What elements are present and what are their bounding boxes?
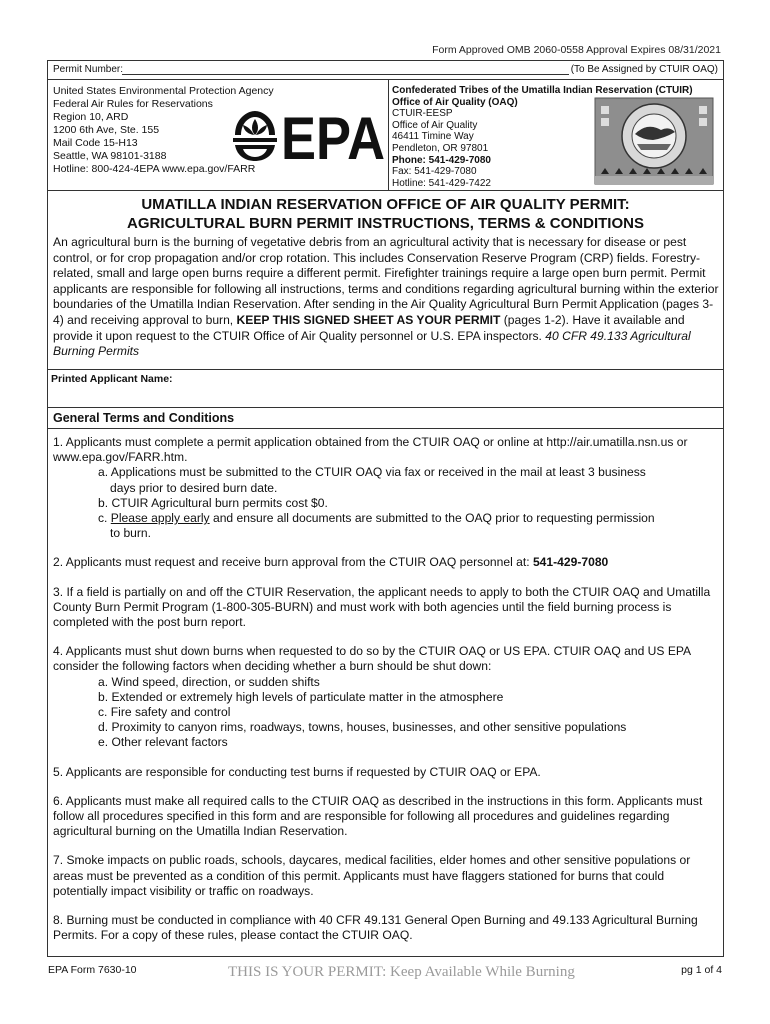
general-terms-divider <box>48 428 723 429</box>
term-6: 6. Applicants must make all required calls to the CTUIR OAQ as described in the instructions in this form. Applicants must follow all procedures specified in this form and are responsible for following all procedures and guidelines regarding agricultural burning on the Umatilla Indian Reservation. <box>53 793 703 839</box>
ctuir-line: CTUIR-EESP <box>392 108 453 120</box>
intro-text-2: (pages 1-2). Have it available and provide it upon request to the CTUIR Office of Air Quality personnel or U.S. EPA inspectors. <box>53 312 685 343</box>
term-1-text: 1. Applicants must complete a permit application obtained from the CTUIR OAQ or online at http://air.umatilla.nsn.us or www.epa.gov/FARR.htm. <box>53 435 688 465</box>
epa-logo <box>225 105 385 172</box>
term-1b: b. CTUIR Agricultural burn permits cost $0. <box>98 495 328 510</box>
epa-logo-text: EPA <box>281 105 385 172</box>
terms-list <box>53 435 721 957</box>
term-3: 3. If a field is partially on and off the CTUIR Reservation, the applicant needs to apply to both the CTUIR OAQ and Umatilla County Burn Permit Program (1-800-305-BURN) and must work with both agencies until the field burning process is completed with the post burn report. <box>53 584 711 630</box>
epa-line: Federal Air Rules for Reservations <box>53 98 213 110</box>
page-number: pg 1 of 4 <box>681 964 722 976</box>
permit-form-frame <box>47 60 724 957</box>
header-divider <box>388 80 389 190</box>
term-4-text: 4. Applicants must shut down burns when requested to do so by the CTUIR OAQ or US EPA. CTUIR OAQ and US EPA consider the following factors when deciding whether a burn should be shut down: <box>53 644 691 674</box>
epa-line: Seattle, WA 98101-3188 <box>53 150 167 162</box>
form-approved-notice: Form Approved OMB 2060-0558 Approval Expires 08/31/2021 <box>432 44 721 56</box>
ctuir-line: 46411 Timine Way <box>392 131 474 143</box>
epa-line: Mail Code 15-H13 <box>53 137 138 149</box>
epa-line: 1200 6th Ave, Ste. 155 <box>53 124 160 136</box>
term-8: 8. Burning must be conducted in compliance with 40 CFR 49.131 General Open Burning and 49.133 Agricultural Burning Permits. For a copy of these rules, please contact the CTUIR OAQ. <box>53 913 698 943</box>
title-line-1: UMATILLA INDIAN RESERVATION OFFICE OF AIR QUALITY PERMIT: <box>141 196 630 213</box>
intro-text: An agricultural burn is the burning of vegetative debris from an agricultural activity that is necessary for disease or pest control, or for crop propagation and/or crop rotation. This includes Conservation Reserve Program (CRP) fields. Forestry-related, small and large open burns require a different permit. Firefighter trainings require a large open burn permit. Permit applicants are responsible for following all instructions, terms and conditions regarding agricultural burning within the exterior boundaries of the Umatilla Indian Reservation. After sending in the Air Quality Agricultural Burn Permit Application (pages 3-4) and receiving approval to burn, <box>53 235 719 327</box>
applicant-name-label: Printed Applicant Name: <box>51 373 173 385</box>
term-4d: d. Proximity to canyon rims, roadways, towns, houses, businesses, and other sensitive populations <box>98 720 627 735</box>
epa-line: United States Environmental Protection Agency <box>53 85 274 97</box>
permit-number-field <box>122 74 569 75</box>
term-4c: c. Fire safety and control <box>98 705 231 720</box>
term-2-phone: 541-429-7080 <box>532 555 609 570</box>
term-2 <box>53 555 721 570</box>
ctuir-phone: Phone: 541-429-7080 <box>392 154 491 166</box>
title-line-2: AGRICULTURAL BURN PERMIT INSTRUCTIONS, TERMS & CONDITIONS <box>127 215 644 232</box>
ctuir-line: Office of Air Quality <box>392 119 478 131</box>
term-1c-prefix: c. <box>98 511 111 526</box>
ctuir-fax: Fax: 541-429-7080 <box>392 166 477 178</box>
general-terms-heading: General Terms and Conditions <box>53 411 235 425</box>
term-1c-cont: to burn. <box>110 526 152 541</box>
document-title <box>48 195 723 233</box>
term-4a: a. Wind speed, direction, or sudden shifts <box>98 674 320 689</box>
term-4e: e. Other relevant factors <box>98 735 228 750</box>
term-2-text: 2. Applicants must request and receive burn approval from the CTUIR OAQ personnel at: <box>53 555 533 570</box>
agency-header <box>48 80 723 191</box>
intro-paragraph <box>53 235 721 360</box>
intro-bold-notice: KEEP THIS SIGNED SHEET AS YOUR PERMIT <box>236 312 501 327</box>
term-4b: b. Extended or extremely high levels of particulate matter in the atmosphere <box>98 689 504 704</box>
term-1c <box>53 511 721 541</box>
form-number: EPA Form 7630-10 <box>48 964 137 976</box>
ctuir-line: Pendleton, OR 97801 <box>392 142 489 154</box>
epa-line: Hotline: 800-424-4EPA www.epa.gov/FARR <box>53 163 256 175</box>
permit-banner: THIS IS YOUR PERMIT: Keep Available While Burning <box>228 964 575 980</box>
term-4 <box>53 644 721 750</box>
ctuir-hotline: Hotline: 541-429-7422 <box>392 177 491 189</box>
term-1 <box>53 435 721 541</box>
permit-number-label: Permit Number: <box>53 64 124 75</box>
ctuir-office: Office of Air Quality (OAQ) <box>392 96 518 108</box>
term-1a-text: a. Applications must be submitted to the CTUIR OAQ via fax or received in the mail at least 3 business <box>98 465 646 480</box>
term-1a-cont: days prior to desired burn date. <box>110 480 278 495</box>
term-5: 5. Applicants are responsible for conducting test burns if requested by CTUIR OAQ or EPA. <box>53 764 541 779</box>
term-7: 7. Smoke impacts on public roads, schools, daycares, medical facilities, elder homes and other sensitive populations or areas must be prevented as a condition of this permit. Applicants must have flaggers stationed for burns that could potentially impact visibility or traffic on roadways. <box>53 853 691 898</box>
term-1c-rest: and ensure all documents are submitted to the OAQ prior to requesting permission <box>209 511 655 526</box>
intro-regulation-citation: 40 CFR 49.133 Agricultural Burning Permits <box>53 328 691 359</box>
ctuir-seal-image <box>595 98 713 184</box>
ctuir-name: Confederated Tribes of the Umatilla Indian Reservation (CTUIR) <box>392 85 693 96</box>
term-1c-underline: Please apply early <box>110 511 210 526</box>
term-1a <box>53 465 721 495</box>
permit-number-row <box>48 61 723 80</box>
applicant-name-field[interactable] <box>48 369 723 408</box>
permit-number-assigned-note: (To Be Assigned by CTUIR OAQ) <box>570 64 718 75</box>
epa-line: Region 10, ARD <box>53 111 129 123</box>
